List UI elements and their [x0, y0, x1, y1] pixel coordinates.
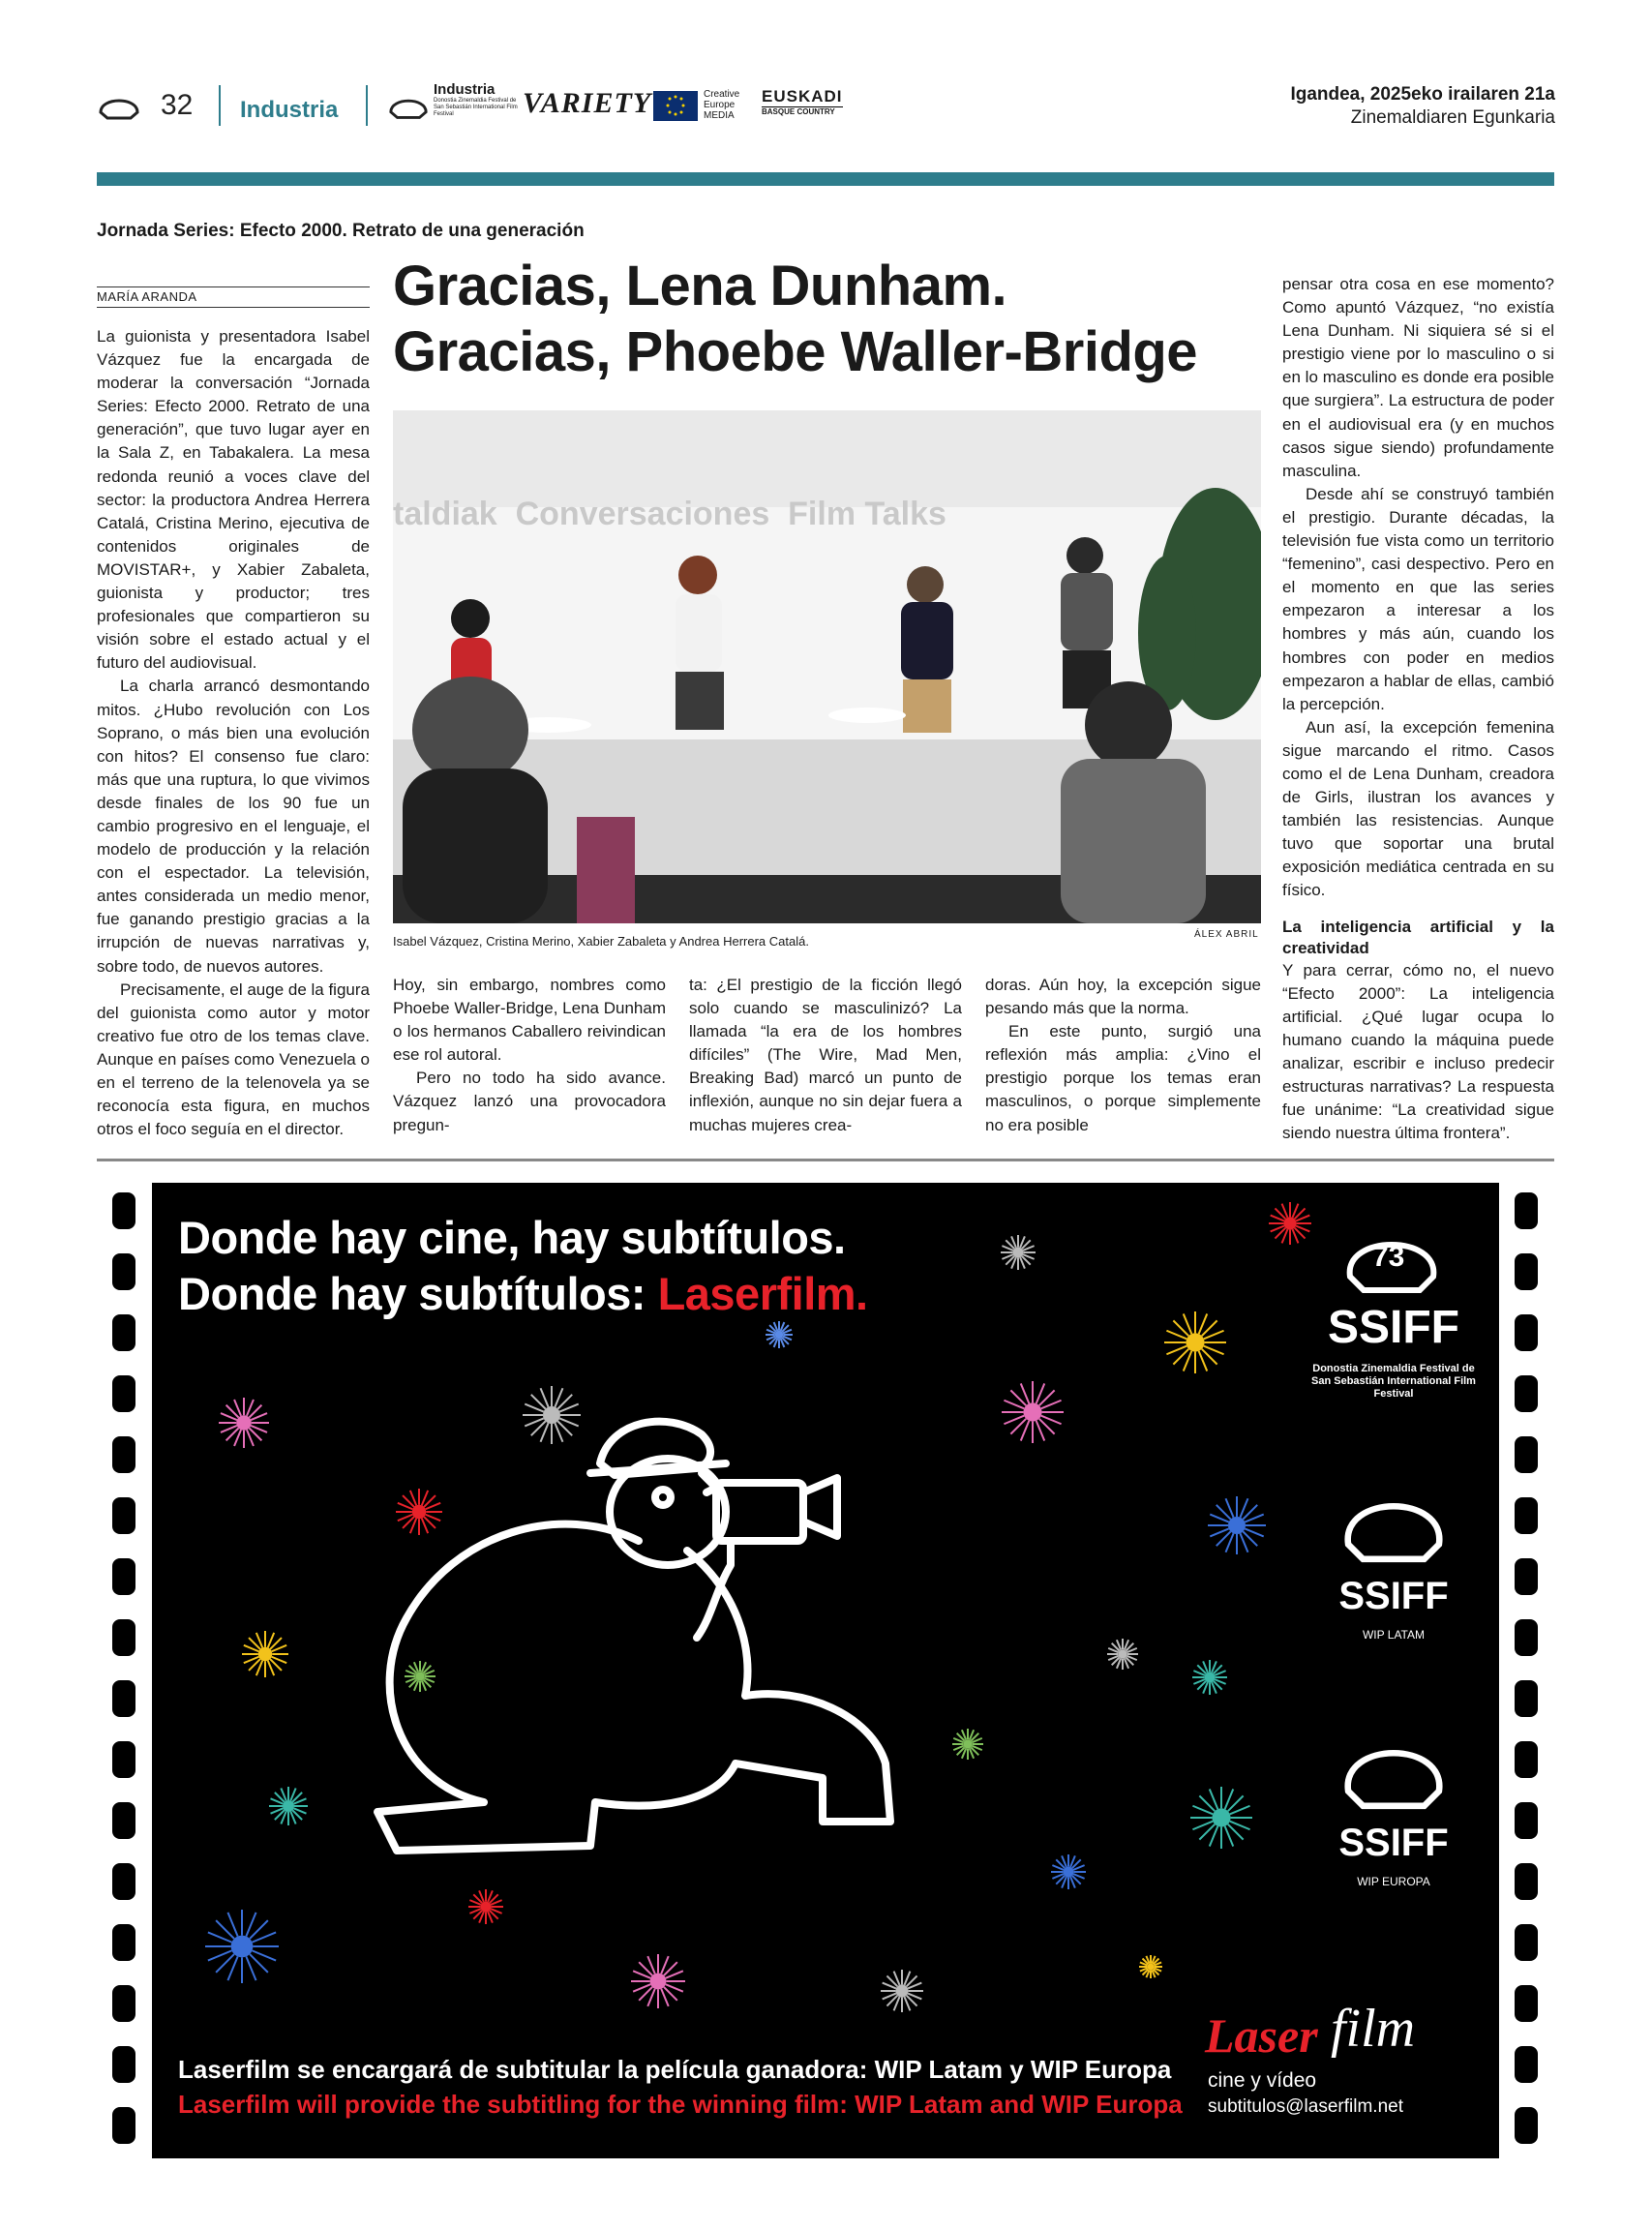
firework-burst	[1002, 1381, 1064, 1443]
firework-burst	[1269, 1202, 1311, 1245]
page-number: 32	[161, 89, 194, 121]
laserfilm-ad	[97, 1183, 1554, 2158]
ssiff-shell-icon	[1336, 1725, 1452, 1822]
industria-logo-icon	[387, 89, 430, 122]
article-title: Gracias, Lena Dunham. Gracias, Phoebe Waller-Bridge	[393, 255, 1198, 383]
firework-burst	[1192, 1660, 1227, 1695]
event-photo	[393, 410, 1261, 923]
firework-burst	[1190, 1787, 1252, 1849]
ssiff-label: SSIFF	[1327, 1302, 1459, 1353]
article-kicker: Jornada Series: Efecto 2000. Retrato de una generación	[97, 221, 585, 241]
firework-burst	[1107, 1639, 1138, 1670]
photo-caption: Isabel Vázquez, Cristina Merino, Xabier Zabaleta y Andrea Herrera Catalá.	[393, 934, 809, 949]
ssiff-label: SSIFF	[1338, 1575, 1449, 1617]
section-divider	[97, 1159, 1554, 1161]
firework-burst	[1051, 1854, 1086, 1889]
issue-date	[1290, 83, 1555, 130]
ad-headline: Donde hay cine, hay subtítulos. Donde hay subtítulos: Laserfilm.	[178, 1212, 868, 1319]
header-band	[97, 172, 1554, 186]
eu-flag-icon	[653, 91, 698, 121]
date-text: Igandea, 2025eko irailaren 21a	[1290, 84, 1555, 105]
creative-europe-logo: Creative Europe MEDIA	[704, 89, 740, 121]
firework-burst	[1208, 1496, 1266, 1554]
laserfilm-email[interactable]: subtitulos@laserfilm.net	[1208, 2096, 1403, 2117]
firework-burst	[1164, 1311, 1226, 1373]
firework-burst	[468, 1889, 503, 1924]
ssiff-edition-number: 73	[1372, 1241, 1405, 1273]
article-subhead: La inteligencia artificial y la creatividad	[1282, 917, 1554, 957]
euskadi-logo: EUSKADI BASQUE COUNTRY	[762, 87, 843, 116]
photo-banner-text: taldiak Conversaciones Film Talks	[393, 496, 946, 532]
cameraman-illustration-icon	[368, 1396, 968, 1860]
ssiff-shell-icon	[1336, 1478, 1452, 1575]
firework-burst	[1139, 1955, 1162, 1978]
wip-latam-label: WIP LATAM	[1362, 1628, 1425, 1642]
header-divider	[366, 85, 368, 126]
header-divider	[219, 85, 221, 126]
firework-burst	[269, 1787, 308, 1825]
laserfilm-logo-laser: Laser	[1205, 2008, 1318, 2063]
ssiff-label: SSIFF	[1338, 1822, 1449, 1864]
industria-logo: Industria Donostia Zinemaldia Festival de San Sebastián International Film Festival	[434, 81, 518, 117]
byline: MARÍA ARANDA	[97, 286, 370, 308]
firework-burst	[219, 1398, 269, 1448]
laserfilm-tagline: cine y vídeo	[1208, 2069, 1317, 2092]
ad-footer-en: Laserfilm will provide the subtitling for the winning film: WIP Latam and WIP Europa	[178, 2090, 1183, 2119]
article-column-2: Hoy, sin embargo, nombres como Phoebe Waller-Bridge, Lena Dunham o los hermanos Caballero reivindican ese rol autoral. Pero no todo ha sido avance. Vázquez lanzó una provocadora pregun-	[393, 976, 666, 1134]
ssiff-festival-name: Donostia Zinemaldia Festival de San Sebastián International Film Festival	[1311, 1363, 1476, 1400]
section-label: Industria	[240, 97, 339, 123]
festival-shell-icon	[97, 89, 141, 122]
article-column-5: pensar otra cosa en ese momento? Como apuntó Vázquez, “no existía Lena Dunham. Ni siquiera sé si el prestigio viene por lo masculino o si en lo masculino es donde era posible que surgiera”. La estructura de poder en el audiovisual era (y en muchos casos sigue siendo) profundamente masculina. Desde ahí se construyó también el prestigio. Durante décadas, la televisión fue vista como un territorio “femenino”, casi despectivo. Pero en el momento en que las series empezaron a interesar a los hombres y más aún, cuando los hombres con poder en medios empezaron a hablar de ellas, cambió la percepción. Aun así, la excepción femenina sigue marcando el ritmo. Casos como el de Lena Dunham, creadora de Girls, ilustran los avances y también las resistencias. Aunque tuvo que soportar una brutal exposición mediática centrada en su físico. La inteligencia artificial y la creatividad Y para cerrar, cómo no, el nuevo “Efecto 2000”: La inteligencia artificial. ¿Qué lugar ocupa lo humano cuando la máquina puede analizar, escribir e incluso predecir estructuras narrativas? La respuesta fue unánime: “La creatividad sigue siendo nuestra última frontera”.	[1282, 275, 1554, 1143]
article-column-1: La guionista y presentadora Isabel Vázquez fue la encargada de moderar la conversación “Jornada Series: Efecto 2000. Retrato de una generación”, que tuvo lugar ayer en la Sala Z, en Tabakalera. La mesa redonda reunió a voces clave del sector: la productora Andrea Herrera Catalá, Cristina Merino, ejecutiva de contenidos originales de MOVISTAR+, y Xabier Zabaleta, guionista y productor; tres profesionales que compartieron su visión sobre el estado actual y el futuro del audiovisual. La charla arrancó desmontando mitos. ¿Hubo revolución con Los Soprano, o más bien una evolución con hitos? El consenso fue claro: más que una ruptura, lo que vivimos desde finales de los 90 fue un cambio progresivo en el lenguaje, el modelo de producción y la relación con el espectador. La televisión, antes considerada un medio menor, fue ganando prestigio gracias a la irrupción de nuevas narrativas y, sobre todo, de nuevos autores. Precisamente, el auge de la figura del guionista como autor y motor creativo fue otro de los temas clave. Aunque en países como Venezuela o en el terreno de la telenovela ya se reconocía esta figura, en muchos otros el foco seguía en el director.	[97, 327, 370, 1139]
firework-burst	[881, 1970, 923, 2012]
firework-burst	[205, 1910, 279, 1983]
article-column-3: ta: ¿El prestigio de la ficción llegó solo cuando se masculinizó? La llamada “la era de los hombres difíciles” (The Wire, Mad Men, Breaking Bad) marcó un punto de inflexión, aunque no sin dejar fuera a muchas mujeres crea-	[689, 976, 962, 1134]
article-column-4: doras. Aún hoy, la excepción sigue pesando más que la norma. En este punto, surgió una reflexión más amplia: ¿Vino el prestigio porque los temas eran masculinos, o porque simplemente no era posible	[985, 976, 1261, 1134]
firework-burst	[1001, 1235, 1036, 1270]
photo-credit: ÁLEX ABRIL	[1194, 929, 1259, 940]
publication-name: Zinemaldiaren Egunkaria	[1350, 107, 1555, 128]
firework-burst	[766, 1321, 793, 1348]
wip-europa-label: WIP EUROPA	[1357, 1875, 1430, 1888]
firework-burst	[242, 1631, 288, 1677]
ad-footer-es: Laserfilm se encargará de subtitular la película ganadora: WIP Latam y WIP Europa	[178, 2055, 1172, 2084]
variety-logo: VARIETY	[523, 87, 652, 119]
firework-burst	[631, 1954, 685, 2008]
ad-footer	[178, 2052, 1183, 2122]
laserfilm-logo-film: film	[1331, 1999, 1416, 2059]
